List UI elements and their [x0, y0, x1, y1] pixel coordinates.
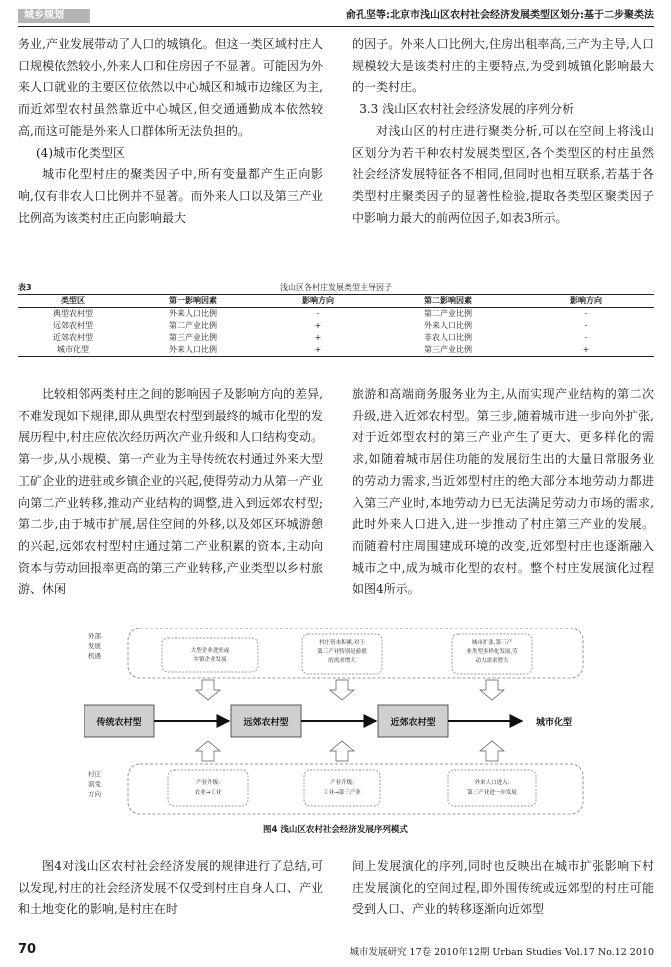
table-body [18, 308, 654, 357]
factor-table [18, 294, 654, 357]
middle-right-column [352, 384, 654, 601]
down-arrow-1 [196, 680, 220, 700]
stage-label: 近郊农村型 [390, 718, 436, 728]
top-box-2-text: 村庄资本积累,对于 [319, 640, 365, 646]
up-arrow-3 [480, 741, 504, 761]
bottom-right-column [352, 856, 654, 921]
figure-caption: 图4 浅山区农村社会经济发展序列模式 [263, 825, 408, 835]
table-cell: 外来人口比例 [424, 321, 472, 330]
up-arrow-1 [196, 741, 220, 761]
top-box-1 [162, 638, 258, 672]
table-title: 浅山区各村庄发展类型主导因子 [280, 283, 392, 292]
bottom-box-1-text: 产业升级: [196, 780, 220, 786]
bottom-box-1-text: 农业→工业 [194, 790, 222, 796]
table-cell: 外来人口比例 [169, 309, 217, 318]
top-box-3-text: 动力需求增大 [475, 658, 509, 664]
paragraph: (4)城市化类型区 [36, 145, 125, 160]
paragraph: 城市化型村庄的聚类因子中,所有变量都产生正向影响,仅有非农人口比例并不显著。而外来人口以及第三产业比例高为该类村庄正向影响最大 [18, 167, 323, 225]
top-box-3-text: 业类型多样化发展,劳 [466, 649, 518, 655]
paragraph: 旅游和高端商务服务业为主,从而实现产业结构的第二次升级,进入近郊农村型。第三步,随着城市进一步向外扩张,对于近郊型农村的第三产业产生了更大、更多样化的需求,如随着城市居住功能的发展衍生出的大量日常服务业的劳动力需求,当近郊型村庄的绝大部分本地劳动力都进入第三产业时,本地劳动力已无法满足劳动力市场的需求,此时外来人口进入,进一步推动了村庄第三产业的发展。而随着村庄周围建成环境的改变,近郊型村庄也逐渐融入城市之中,成为城市化型的农村。整个村庄发展演化过程如图4所示。 [352, 387, 654, 597]
table-caption [18, 280, 654, 294]
paragraph: 3.3 浅山区农村社会经济发展的序列分析 [359, 102, 575, 117]
journal-footer: 城市发展研究 17卷 2010年12期 Urban Studies Vol.17 No.12 2010 [349, 947, 654, 958]
bottom-box-2 [304, 770, 380, 806]
running-title: 俞孔坚等:北京市浅山区农村社会经济发展类型区划分:基于二步聚类法 [346, 10, 654, 21]
table-row [18, 344, 654, 357]
running-header [18, 7, 654, 27]
bottom-box-1 [168, 770, 248, 806]
table-cell: + [314, 333, 322, 342]
down-arrow-2 [330, 680, 354, 700]
table-header-row [18, 295, 654, 308]
top-box-3-text: 城市扩张,第三产 [471, 640, 513, 646]
stage-label: 城市化型 [535, 718, 573, 728]
bottom-side-label-line: 方向 [88, 790, 101, 798]
paragraph: 的因子。外来人口比例大,住房出租率高,三产为主导,人口规模较大是该类村庄的主要特点,为受到城镇化影响最大的一类村庄。 [352, 37, 654, 95]
paragraph: 间上发展演化的序列,同时也反映出在城市扩张影响下村庄发展演化的空间过程,即外围传统或远郊型的村庄可能受到人口、产业的转移逐渐向近郊型 [352, 859, 654, 917]
table-cell: 第二产业比例 [169, 321, 217, 330]
top-box-1-text: 乡镇企业发展 [193, 657, 227, 663]
page-number: 70 [18, 942, 37, 957]
table-3 [18, 280, 654, 357]
bottom-box-3-text: 外来人口进入: [474, 780, 510, 786]
bottom-box-2-text: 产业升级: [330, 780, 354, 786]
table-cell: 远郊农村型 [53, 321, 93, 330]
bottom-box-2-text: 工业→第三产业 [323, 790, 361, 796]
table-cell: 城市化型 [57, 345, 89, 354]
table-row [18, 320, 654, 332]
table-cell: - [584, 321, 588, 330]
col-header-second-direction: 影响方向 [570, 296, 602, 305]
table-row [18, 308, 654, 321]
top-side-label [88, 631, 102, 660]
table-cell: + [314, 345, 322, 354]
figure-4-sequence-diagram [84, 628, 584, 818]
paragraph: 图4对浅山区农村社会经济发展的规律进行了总结,可以发现,村庄的社会经济发展不仅受到村庄自身人口、产业和土地变化的影响,是村庄在时 [18, 859, 323, 917]
top-box-1-text: 大型企业进驻或 [190, 648, 230, 654]
table-cell: + [314, 321, 322, 330]
top-right-column [352, 34, 654, 229]
table-label: 表3 [18, 283, 32, 292]
table-cell: 近郊农村型 [53, 333, 93, 342]
table-cell: 非农人口比例 [424, 333, 472, 342]
top-side-label-line: 外部 [88, 632, 101, 640]
table-cell: 第三产业比例 [424, 345, 472, 354]
bottom-left-column [18, 856, 323, 921]
table-cell: 第二产业比例 [424, 309, 472, 318]
table-cell: - [584, 333, 588, 342]
table-cell: 典型农村型 [53, 309, 93, 318]
top-box-2-text: 的需求增大 [328, 658, 356, 664]
bottom-box-3 [448, 770, 536, 806]
top-side-label-line: 机遇 [88, 652, 101, 660]
table-cell: 第三产业比例 [169, 333, 217, 342]
bottom-side-label [88, 769, 102, 798]
col-header-first-factor: 第一影响因素 [169, 296, 217, 305]
top-side-label-line: 发展 [88, 642, 101, 650]
stage-label: 远郊农村型 [243, 718, 289, 728]
bottom-side-label-line: 村庄 [88, 770, 101, 778]
paragraph: 比较相邻两类村庄之间的影响因子及影响方向的差异,不难发现如下规律,即从典型农村型到最终的城市化型的发展历程中,村庄应依次经历两次产业升级和人口结构变动。第一步,从小规模、第一产业为主导传统农村通过外来大型工矿企业的进驻或乡镇企业的兴起,使得劳动力从第一产业向第二产业转移,推动产业结构的调整,进入到远郊农村型;第二步,由于城市扩展,居住空间的外移,以及郊区环城游憩的兴起,远郊农村型村庄通过第二产业积累的资本,主动向资本与劳动回报率更高的第三产业转移,产业类型以乡村旅游、休闲 [18, 387, 323, 597]
top-box-2-text: 第三产业特别是游憩 [317, 649, 367, 655]
table-cell: - [584, 309, 588, 318]
table-cell: + [582, 345, 590, 354]
col-header-type: 类型区 [61, 296, 85, 305]
bottom-side-label-line: 演变 [88, 780, 101, 788]
middle-left-column [18, 384, 323, 601]
stage-label: 传统农村型 [96, 718, 142, 728]
paragraph: 务业,产业发展带动了人口的城镇化。但这一类区域村庄人口规模依然较小,外来人口和住房因子不显著。可能因为外来人口就业的主要区位依然以中心城区和城市边缘区为主,而近郊型农村虽然靠近中心城区,但交通通勤成本依然较高,而这可能是外来人口群体所无法负担的。 [18, 37, 323, 138]
table-cell: 外来人口比例 [169, 345, 217, 354]
paragraph: 对浅山区的村庄进行聚类分析,可以在空间上将浅山区划分为若干种农村发展类型区,各个类型区的村庄虽然社会经济发展特征各不相同,但同时也相互联系,若基于各类型村庄聚类因子的显著性检验,提取各类型区聚类因子中影响力最大的前两位因子,如表3所示。 [352, 123, 654, 225]
section-tag: 城乡规划 [18, 9, 90, 23]
table-cell: - [316, 309, 320, 318]
up-arrow-2 [330, 741, 354, 761]
col-header-second-factor: 第二影响因素 [424, 296, 472, 305]
down-arrow-3 [480, 680, 504, 700]
col-header-first-direction: 影响方向 [302, 296, 334, 305]
bottom-box-3-text: 第三产业进一步发展 [467, 790, 517, 796]
top-left-column [18, 34, 323, 229]
table-row [18, 332, 654, 344]
